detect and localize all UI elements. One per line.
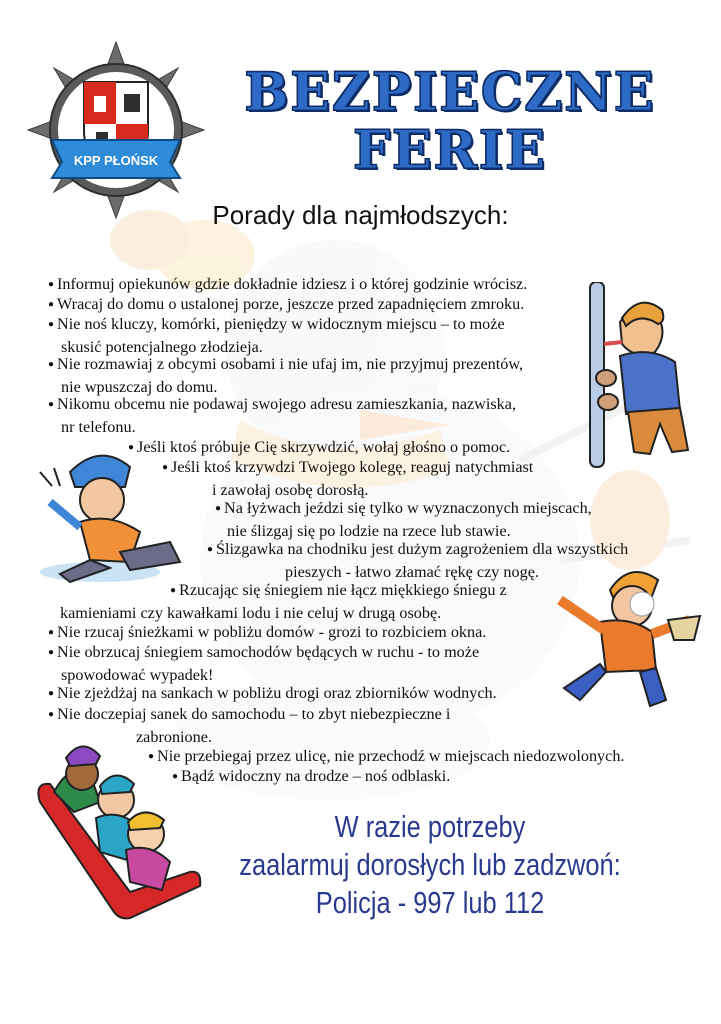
kids-on-sled: [30, 722, 210, 922]
tip-item: ● Jeśli ktoś krzywdzi Twojego kolegę, reaguj natychmiast i zawołaj osobę dorosłą.: [162, 458, 534, 499]
tip-item: ● Jeśli ktoś próbuje Cię skrzywdzić, wołaj głośno o pomoc.: [128, 438, 511, 456]
tip-item: ● Nie noś kluczy, komórki, pieniędzy w widocznym miejscu – to może skusić potencjalnego złodzieja.: [48, 315, 505, 356]
tip-item: ● Ślizgawka na chodniku jest dużym zagrożeniem dla wszystkich pieszych - łatwo złamać rękę czy nogę.: [207, 540, 629, 581]
boy-slipping-on-ice: [30, 442, 190, 592]
footer-emergency-numbers: Policja - 997 lub 112: [315, 885, 545, 920]
boy-hit-by-snowball: [540, 560, 710, 710]
boy-licking-pole: [580, 282, 700, 472]
tip-item: ● Na łyżwach jeździ się tylko w wyznaczonych miejscach, nie ślizgaj się po lodzie na rzece lub stawie.: [215, 499, 592, 540]
tip-item: ● Informuj opiekunów gdzie dokładnie idziesz i o której godzinie wrócisz.: [48, 275, 528, 293]
subtitle: Porady dla najmłodszych:: [212, 200, 509, 230]
footer-line-1: W razie potrzeby: [334, 809, 526, 844]
tip-item: ● Nie rozmawiaj z obcymi osobami i nie ufaj im, nie przyjmuj prezentów, nie wpuszczaj do domu.: [48, 355, 524, 396]
tip-item: ● Wracaj do domu o ustalonej porze, jeszcze przed zapadnięciem zmroku.: [48, 295, 525, 313]
tip-item: ● Nie rzucaj śnieżkami w pobliżu domów - grozi to rozbiciem okna.: [48, 623, 487, 641]
tip-item: ● Rzucając się śniegiem nie łącz miękkiego śniegu z kamieniami czy kawałkami lodu i nie celuj w drugą osobę.: [60, 581, 507, 622]
tip-item: ● Nie obrzucaj śniegiem samochodów będących w ruchu - to może spowodować wypadek!: [48, 643, 480, 684]
badge-label: KPP PŁOŃSK: [73, 153, 159, 168]
tip-item: ● Nie doczepiaj sanek do samochodu – to zbyt niebezpieczne i zabronione.: [48, 705, 451, 746]
title-line-2: FERIE: [353, 120, 547, 181]
tip-item: ● Nikomu obcemu nie podawaj swojego adresu zamieszkania, nazwiska, nr telefonu.: [48, 395, 516, 436]
tip-item: ● Nie zjeżdżaj na sankach w pobliżu drogi oraz zbiorników wodnych.: [48, 684, 497, 702]
footer-line-2: zaalarmuj dorosłych lub zadzwoń:: [239, 847, 621, 882]
police-badge-logo: [26, 40, 206, 220]
tip-item: ● Bądź widoczny na drodze – noś odblaski.: [172, 767, 451, 785]
title-line-1: BEZPIECZNE: [244, 62, 656, 123]
tip-item: ● Nie przebiegaj przez ulicę, nie przechodź w miejscach niedozwolonych.: [148, 747, 625, 765]
